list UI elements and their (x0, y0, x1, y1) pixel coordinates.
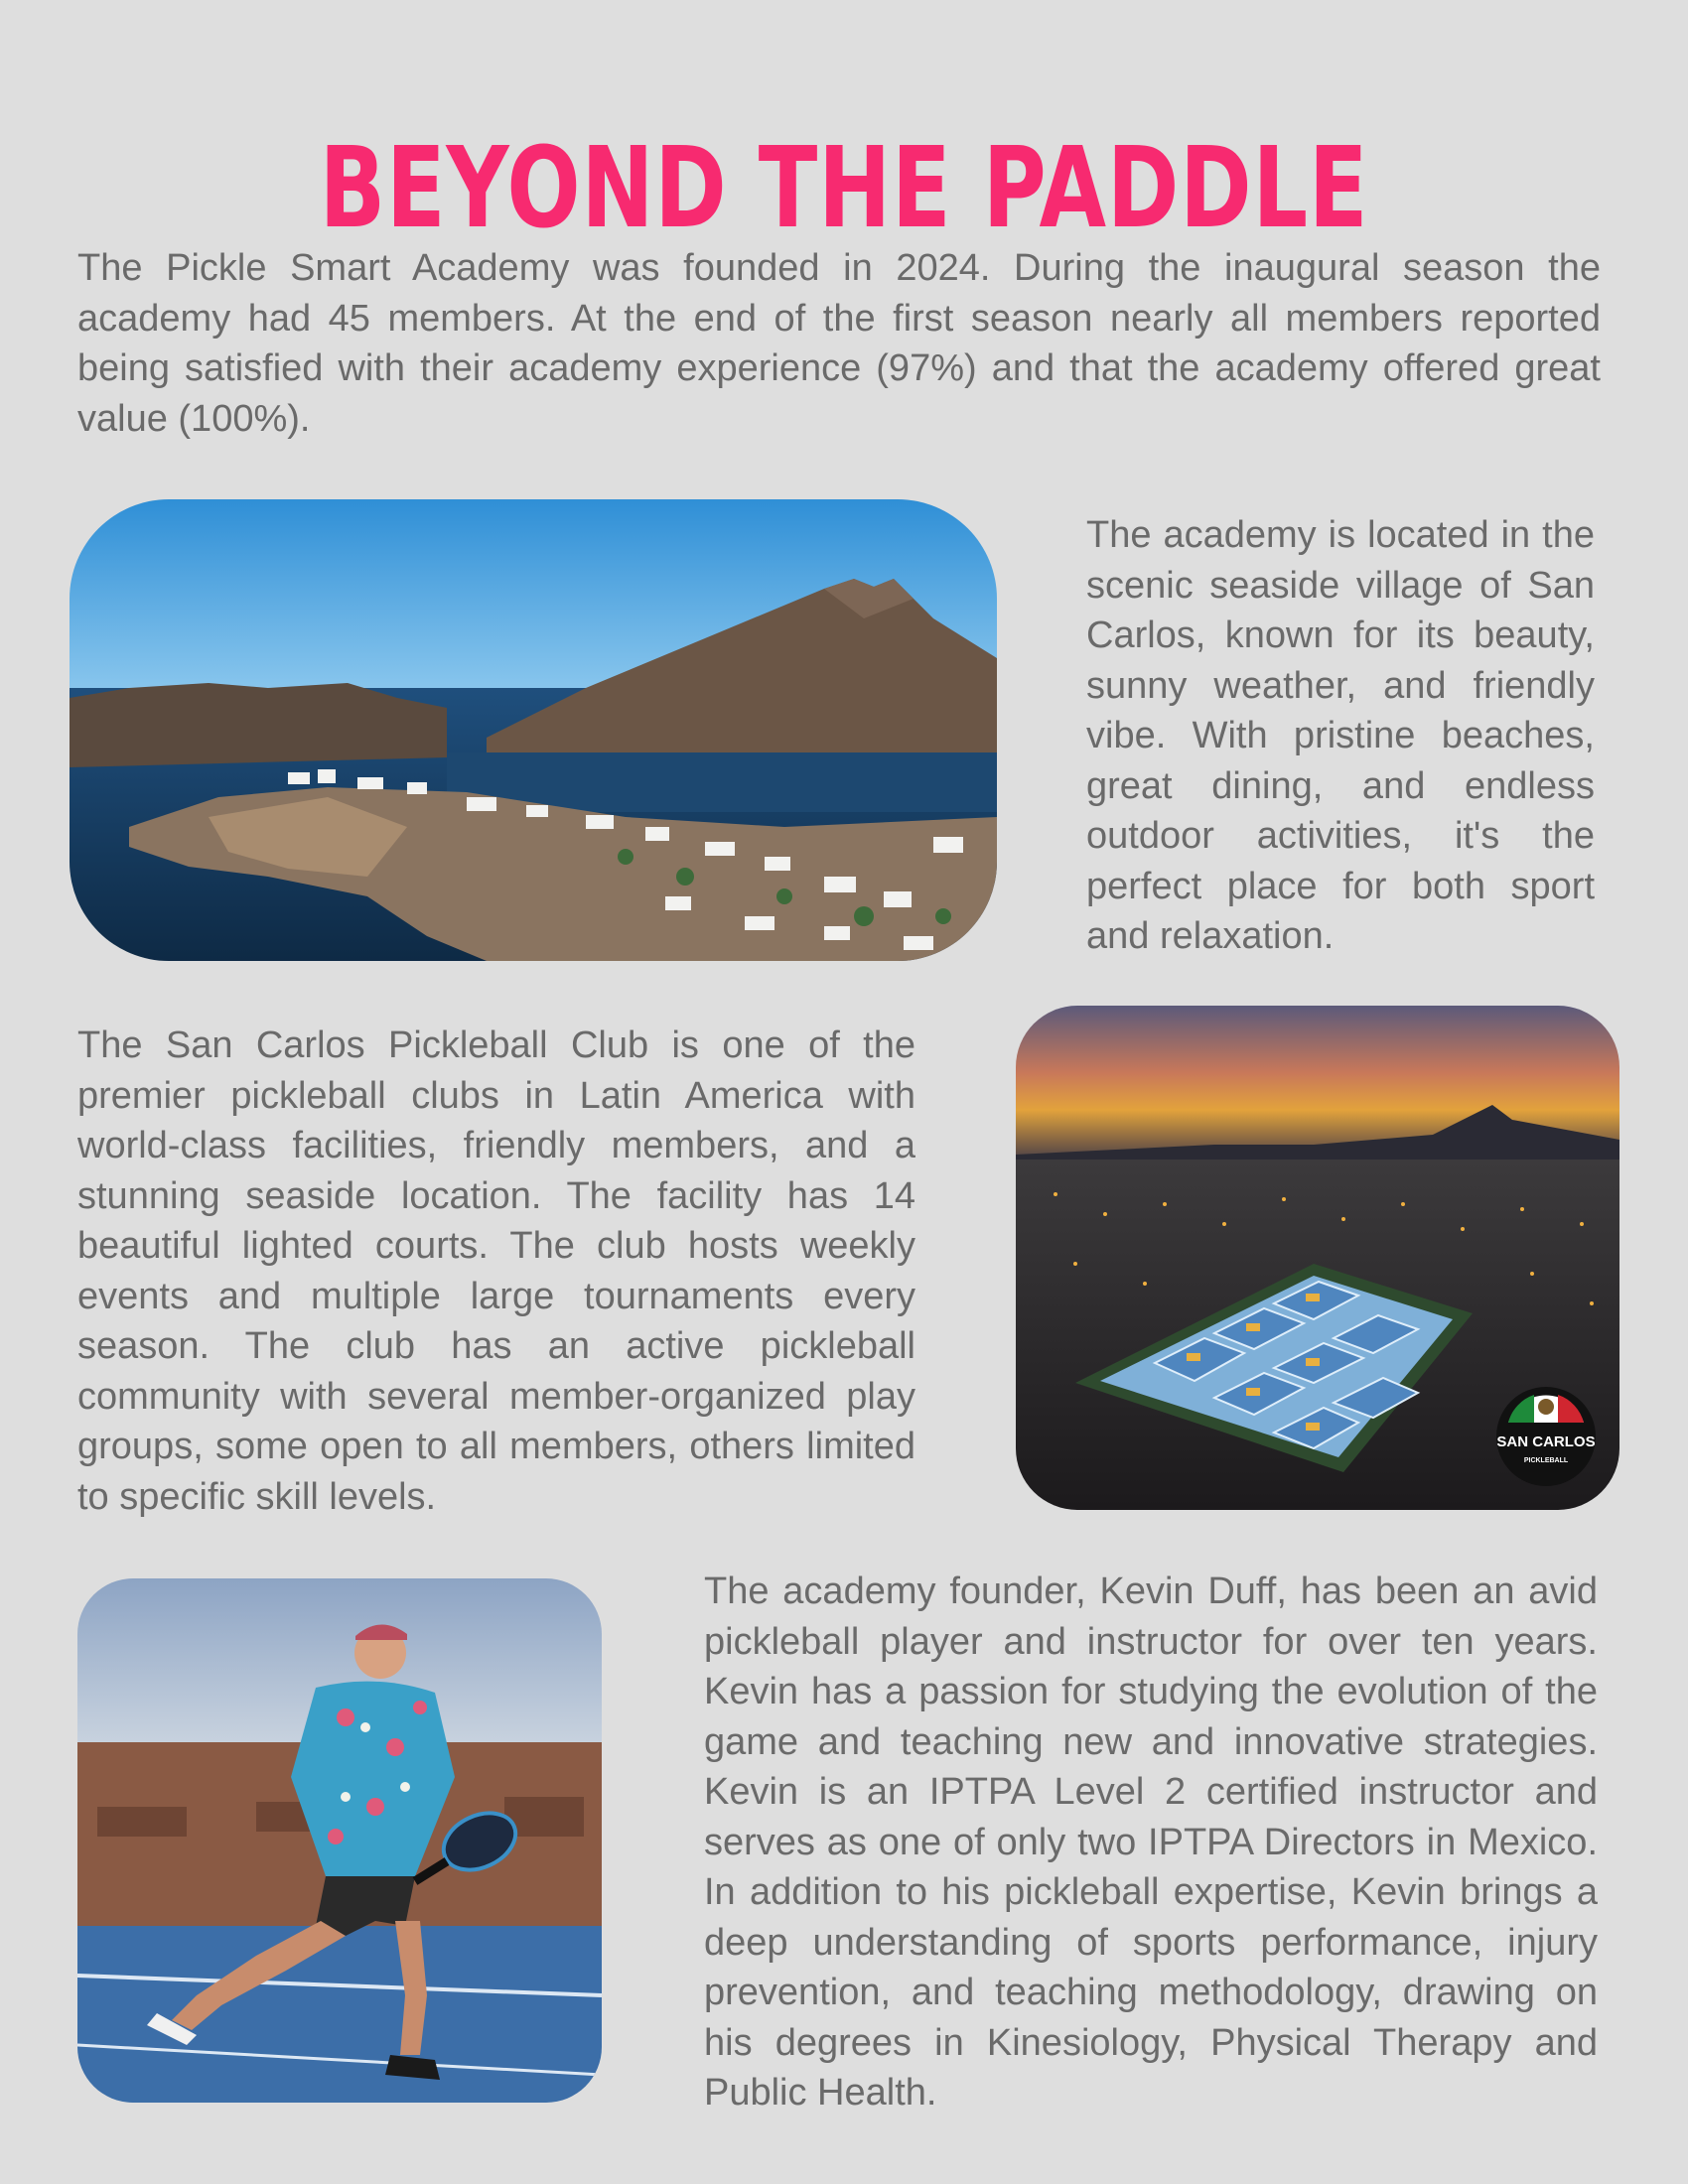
founder-player-photo (77, 1578, 602, 2103)
page-title: BEYOND THE PADDLE (319, 124, 1369, 254)
san-carlos-pickleball-logo (1496, 1387, 1596, 1486)
logo-subtitle: PICKLEBALL (1523, 1457, 1569, 1464)
san-carlos-coast-photo (70, 499, 997, 961)
founder-paragraph: The academy founder, Kevin Duff, has been an avid pickleball player and instructor for over ten years. Kevin has a passion for studying the evolution of the game and teaching new and innovative strategies. Kevin is an IPTPA Level 2 certified instructor and serves as one of only two IPTPA Directors in Mexico. In addition to his pickleball expertise, Kevin brings a deep understanding of sports performance, injury prevention, and teaching methodology, drawing on his degrees in Kinesiology, Physical Therapy and Public Health. (704, 1570, 1598, 2114)
intro-paragraph: The Pickle Smart Academy was founded in 2024. During the inaugural season the academy had 45 members. At the end of the first season nearly all members reported being satisfied with their academy experience (97%) and that the academy offered great value (100%). (77, 247, 1601, 440)
pickleball-club-aerial-photo (1016, 1006, 1619, 1510)
club-paragraph: The San Carlos Pickleball Club is one of the premier pickleball clubs in Latin America with world-class facilities, friendly members, and a stunning seaside location. The facility has 14 beautiful lighted courts. The club hosts weekly events and multiple large tournaments every season. The club has an active pickleball community with several member-organized play groups, some open to all members, others limited to specific skill levels. (77, 1024, 915, 1518)
location-paragraph: The academy is located in the scenic seaside village of San Carlos, known for its beauty, sunny weather, and friendly vibe. With pristine beaches, great dining, and endless outdoor activities, it's the perfect place for both sport and relaxation. (1086, 514, 1595, 957)
logo-name: SAN CARLOS (1496, 1433, 1596, 1450)
